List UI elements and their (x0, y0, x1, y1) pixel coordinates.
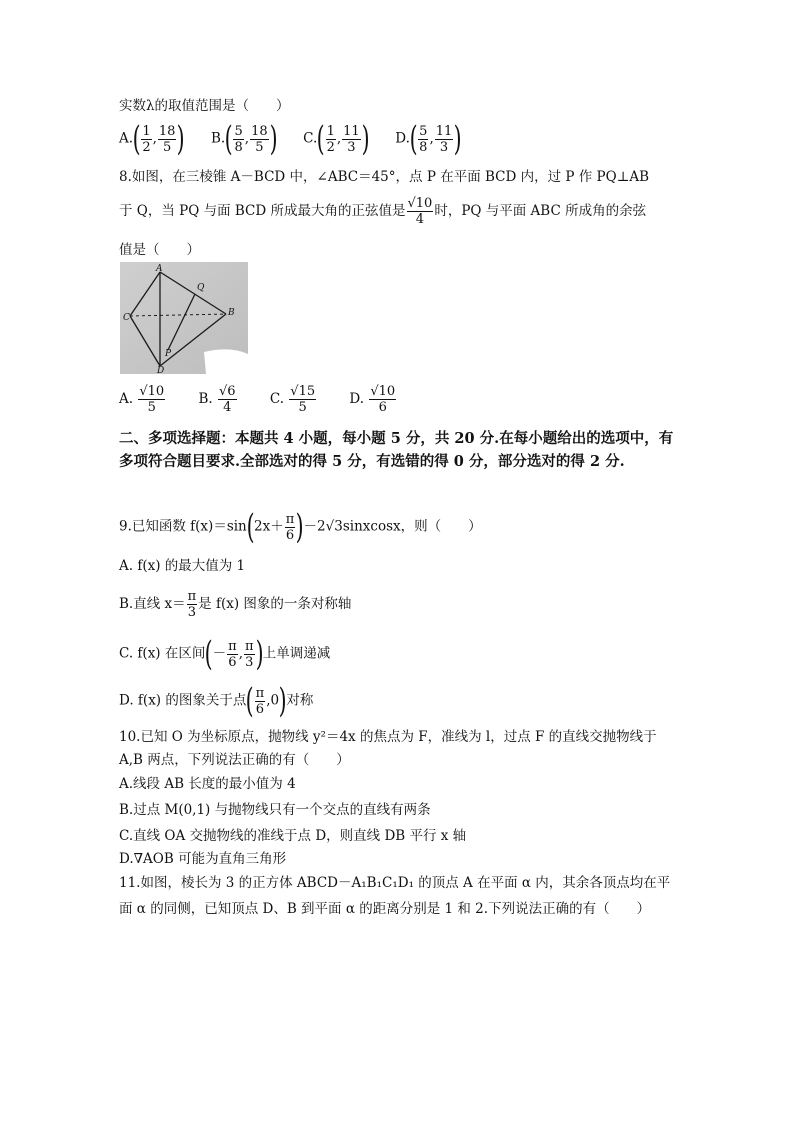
q9-option-c: C. f(x) 在区间(－ $\frac{\pi}{6}$ , $\frac{\pi}{3}$ )上单调递减 (119, 634, 331, 674)
q9-option-b: B.直线 x＝ $\frac{\pi}{3}$ 是 f(x) 图象的一条对称轴 (119, 589, 352, 620)
q8-option-b: B. $\frac{√6}{4}$ (198, 384, 236, 415)
q7-tail: 实数λ的取值范围是（ ） (119, 98, 290, 114)
label-d: D (157, 366, 165, 374)
q8-option-a: A. $\frac{√10}{5}$ (119, 384, 165, 415)
section-multiple-choice-heading: 二、多项选择题：本题共 4 小题，每小题 5 分，共 20 分.在每小题给出的选项中，有多项符合题目要求.全部选对的得 5 分，有选错的得 0 分，部分选对的得 2 分. (119, 430, 674, 470)
q11-line2: 面 α 的同侧，已知顶点 D、B 到平面 α 的距离分别是 1 和 2.下列说法正确的有（ ） (119, 901, 651, 917)
q8-line3: 值是（ ） (119, 242, 200, 258)
q7-option-b: B.( $\frac{5}{8}$ , $\frac{18}{5}$ ) (211, 119, 278, 159)
q7-options (119, 119, 484, 159)
label-a: A (156, 264, 163, 274)
q10-option-c: C.直线 OA 交抛物线的准线于点 D，则直线 DB 平行 x 轴 (119, 828, 467, 844)
label-b: B (228, 308, 235, 318)
q8-line2: 于 Q，当 PQ 与面 BCD 所成最大角的正弦值是 $\frac{√10}{4}$ 时，PQ 与平面 ABC 所成角的余弦 (119, 196, 647, 227)
q11-line1: 11.如图，棱长为 3 的正方体 ABCD－A₁B₁C₁D₁ 的顶点 A 在平面 α 内，其余各顶点均在平 (119, 875, 671, 891)
q8-option-c: C. $\frac{√15}{5}$ (269, 384, 316, 415)
q10-option-a: A.线段 AB 长度的最小值为 4 (119, 776, 296, 792)
q9-option-d: D. f(x) 的图象关于点( $\frac{\pi}{6}$ ,0)对称 (119, 681, 314, 721)
tetrahedron-figure (120, 262, 248, 374)
q8-line1: 8.如图，在三棱锥 A－BCD 中，∠ABC＝45°，点 P 在平面 BCD 内，过 P 作 PQ⊥AB (119, 169, 650, 185)
q7-option-c: C.( $\frac{1}{2}$ , $\frac{11}{3}$ ) (303, 119, 370, 159)
q9-option-a: A. f(x) 的最大值为 1 (119, 558, 246, 574)
figure-white-patch (204, 349, 248, 374)
label-c: C (123, 313, 130, 323)
q8-options (119, 384, 419, 415)
label-q: Q (197, 283, 205, 293)
q7-option-a: A.( $\frac{1}{2}$ , $\frac{18}{5}$ ) (119, 119, 186, 159)
q8-option-d: D. $\frac{√10}{6}$ (349, 384, 396, 415)
q10-line1: 10.已知 O 为坐标原点，抛物线 y²＝4x 的焦点为 F，准线为 l，过点 F 的直线交抛物线于 (119, 729, 657, 745)
q9-stem: 9.已知函数 f(x)＝sin(2x＋ $\frac{\pi}{6}$ )－2√3sinxcosx，则（ ） (119, 507, 482, 547)
q10-option-d: D.∇AOB 可能为直角三角形 (119, 851, 287, 867)
q7-option-d: D.( $\frac{5}{8}$ , $\frac{11}{3}$ ) (395, 119, 462, 159)
q10-option-b: B.过点 M(0,1) 与抛物线只有一个交点的直线有两条 (119, 802, 431, 818)
label-p: P (165, 349, 172, 359)
q10-line2: A,B 两点，下列说法正确的有（ ） (119, 752, 350, 768)
